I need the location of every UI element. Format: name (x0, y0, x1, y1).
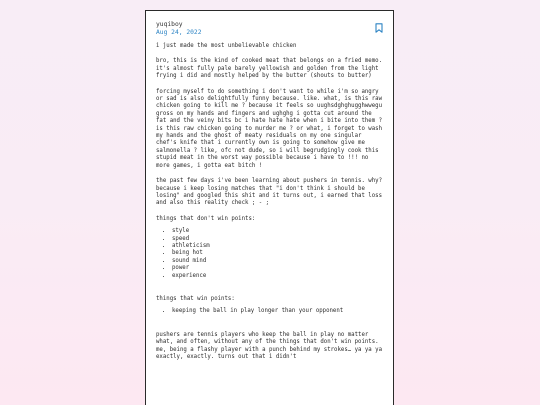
list-item: • experience (172, 273, 384, 280)
list-item: • keeping the ball in play longer than your opponent (172, 308, 384, 315)
list-item: • athleticism (172, 243, 384, 250)
post-author[interactable]: yuqiboy (156, 21, 183, 28)
list-item: • power (172, 265, 384, 272)
bookmark-icon[interactable] (375, 23, 383, 33)
post-body (156, 43, 384, 361)
spacer (156, 324, 384, 332)
list-item: • sound mind (172, 258, 384, 265)
list-item: • style (172, 228, 384, 235)
post-card (145, 10, 394, 405)
list-win (156, 308, 384, 315)
post-paragraph: bro, this is the kind of cooked meat that belongs on a fried memo. it's almost fully pale barely yellowish and golden from the light frying i did and mostly helped by the butter (shouts to butter) (156, 58, 382, 80)
post-paragraph: things that don't win points: (156, 215, 256, 222)
list-dont-win (156, 228, 384, 280)
post-paragraph: pushers are tennis players who keep the ball in play no matter what, and often, without any of the things that don't win points. me, being a flashy player with a punch behind my strokes… ya ya ya exactly, exactly. turns out that i didn't (156, 331, 382, 360)
post-paragraph: i just made the most unbelievable chicken (156, 43, 297, 49)
post-paragraph: forcing myself to do something i don't want to while i'm so angry or sad is also delightfully funny because. like. what, is this raw chicken going to kill me ? because it feels so uughsdghghugghwwegu gross on my hands and fingers and ughghg i gotta cut around the fat and the veiny bits bc i hate hate hate when i bite into them ? is this raw chicken going to murder me ? or what, i forget to wash my hands and the ghost of meaty residuals on my one singular chef's knife that i currently own is going to somehow give me salmonella ? like, ofc not dude, so i will begrudgingly cook this stupid meat in the worst way possible because i have to !!! no more games, i gotta eat bitch ! (156, 88, 382, 169)
list-item: • speed (172, 236, 384, 243)
spacer (156, 288, 384, 296)
list-item: • being hot (172, 250, 384, 257)
post-paragraph: the past few days i've been learning about pushers in tennis. why? because i keep losing matches that "i don't think i should be losing" and googled this shit and it turns out, i earned that loss and also this reality check ; - ; (156, 178, 382, 207)
post-paragraph: things that win points: (156, 295, 235, 302)
post-date[interactable]: Aug 24, 2022 (156, 29, 202, 36)
